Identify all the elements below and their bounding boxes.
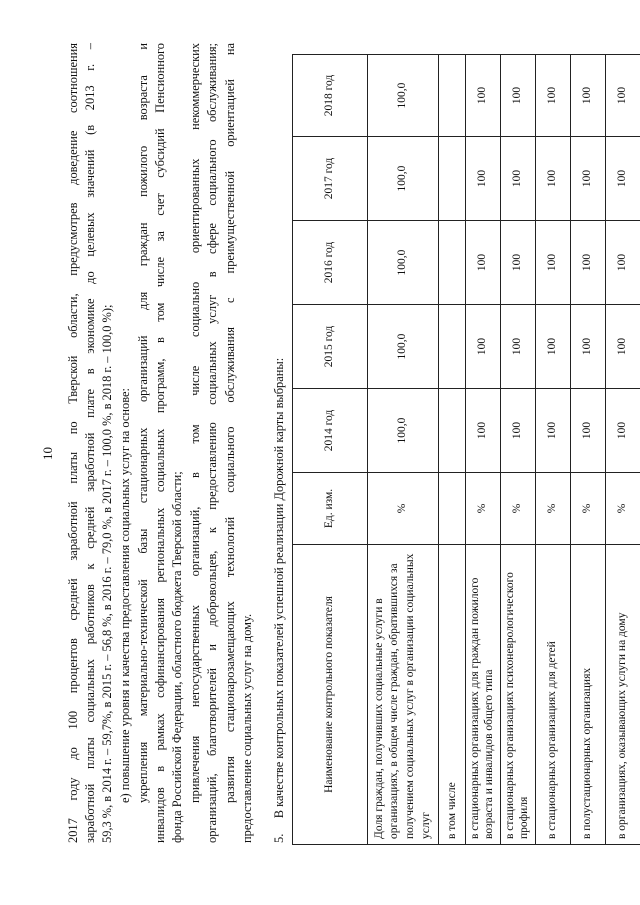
paragraph-line: укрепления материально-технической базы стационарных организаций для граждан пожилого возраста и bbox=[136, 43, 150, 803]
row-value: 100 bbox=[536, 389, 571, 473]
header-year-2015: 2015 год bbox=[293, 305, 368, 389]
row-value: 100 bbox=[606, 55, 640, 137]
row-value bbox=[439, 137, 466, 221]
header-year-2014: 2014 год bbox=[293, 389, 368, 473]
row-value bbox=[439, 55, 466, 137]
table-row bbox=[536, 55, 571, 845]
row-value: 100 bbox=[466, 55, 501, 137]
paragraph-line: предоставление социальных услуг на дому. bbox=[240, 613, 254, 843]
row-name: в стационарных организациях психоневрологического профиля bbox=[501, 545, 536, 845]
header-year-2018: 2018 год bbox=[293, 55, 368, 137]
row-value: 100 bbox=[466, 137, 501, 221]
row-value: 100 bbox=[571, 389, 606, 473]
row-name: в организациях, оказывающих услуги на дому bbox=[606, 545, 640, 845]
row-value bbox=[439, 389, 466, 473]
row-value: 100 bbox=[606, 137, 640, 221]
row-value: 100 bbox=[501, 389, 536, 473]
paragraph-line: фонда Российской Федерации, областного бюджета Тверской области; bbox=[170, 471, 184, 843]
header-year-2016: 2016 год bbox=[293, 221, 368, 305]
paragraph-line: 2017 году до 100 процентов средней заработной платы по Тверской области, предусмотрев доведение соотношения bbox=[66, 43, 80, 843]
header-unit: Ед. изм. bbox=[293, 473, 368, 545]
row-value: 100,0 bbox=[368, 389, 439, 473]
page-number: 10 bbox=[40, 447, 55, 460]
table-header-row bbox=[293, 55, 368, 845]
row-name: в полустационарных организациях bbox=[571, 545, 606, 845]
row-name: Доля граждан, получивших социальные услуги в организациях, в общем числе граждан, обратившихся за получением социальных услуг в организации социальных услуг bbox=[368, 545, 439, 845]
paragraph-line: заработной платы социальных работников к средней заработной плате в экономике до целевых значений (в 2013 г. – bbox=[83, 43, 97, 843]
row-unit: % bbox=[501, 473, 536, 545]
row-value: 100 bbox=[606, 221, 640, 305]
row-value: 100 bbox=[606, 305, 640, 389]
row-value: 100 bbox=[466, 389, 501, 473]
table-row bbox=[606, 55, 640, 845]
paragraph-line: развития стационарозамещающих технологий социального обслуживания с преимущественной ориентацией на bbox=[223, 43, 237, 803]
row-value: 100,0 bbox=[368, 305, 439, 389]
indicators-table bbox=[292, 54, 640, 845]
table-row bbox=[466, 55, 501, 845]
row-value: 100 bbox=[501, 137, 536, 221]
paragraph-line: 59,3 %, в 2014 г. – 59,7%, в 2015 г. – 56,8 %, в 2016 г. – 79,0 %, в 2017 г. – 100,0 %, в 2018 г. – 100,0 %); bbox=[100, 304, 114, 843]
row-value: 100 bbox=[466, 221, 501, 305]
row-value: 100 bbox=[501, 55, 536, 137]
row-unit: % bbox=[536, 473, 571, 545]
paragraph-line: е) повышение уровня и качества предоставления социальных услуг на основе: bbox=[118, 388, 132, 803]
row-value: 100,0 bbox=[368, 221, 439, 305]
row-unit: % bbox=[571, 473, 606, 545]
row-value: 100 bbox=[501, 221, 536, 305]
paragraph-line: организаций, благотворителей и добровольцев, к предоставлению социальных услуг в сфере социального обслуживания; bbox=[205, 43, 219, 843]
row-name: в стационарных организациях для детей bbox=[536, 545, 571, 845]
row-value: 100 bbox=[571, 221, 606, 305]
row-value: 100 bbox=[571, 305, 606, 389]
row-value: 100 bbox=[536, 305, 571, 389]
row-name: в стационарных организациях для граждан пожилого возраста и инвалидов общего типа bbox=[466, 545, 501, 845]
row-value: 100 bbox=[536, 55, 571, 137]
row-unit: % bbox=[466, 473, 501, 545]
row-value: 100,0 bbox=[368, 137, 439, 221]
table-row bbox=[571, 55, 606, 845]
row-value: 100 bbox=[606, 389, 640, 473]
row-name: в том числе bbox=[439, 545, 466, 845]
table-row bbox=[501, 55, 536, 845]
row-value bbox=[439, 305, 466, 389]
row-value: 100,0 bbox=[368, 55, 439, 137]
row-value: 100 bbox=[571, 55, 606, 137]
row-value: 100 bbox=[466, 305, 501, 389]
paragraph-line: привлечения негосударственных организаций, в том числе социально ориентированных некоммерческих bbox=[188, 43, 202, 803]
header-year-2017: 2017 год bbox=[293, 137, 368, 221]
row-value: 100 bbox=[501, 305, 536, 389]
row-unit: % bbox=[606, 473, 640, 545]
paragraph-line: инвалидов в рамках софинансирования региональных социальных программ, в том числе за счет субсидий Пенсионного bbox=[153, 43, 167, 843]
table-row bbox=[439, 55, 466, 845]
section-heading: 5. В качестве контрольных показателей успешной реализации Дорожной карты выбраны: bbox=[272, 357, 286, 843]
table-row bbox=[368, 55, 439, 845]
row-value: 100 bbox=[571, 137, 606, 221]
row-value: 100 bbox=[536, 137, 571, 221]
header-indicator-name: Наименование контрольного показателя bbox=[293, 545, 368, 845]
row-unit: % bbox=[368, 473, 439, 545]
row-value bbox=[439, 221, 466, 305]
row-unit bbox=[439, 473, 466, 545]
row-value: 100 bbox=[536, 221, 571, 305]
